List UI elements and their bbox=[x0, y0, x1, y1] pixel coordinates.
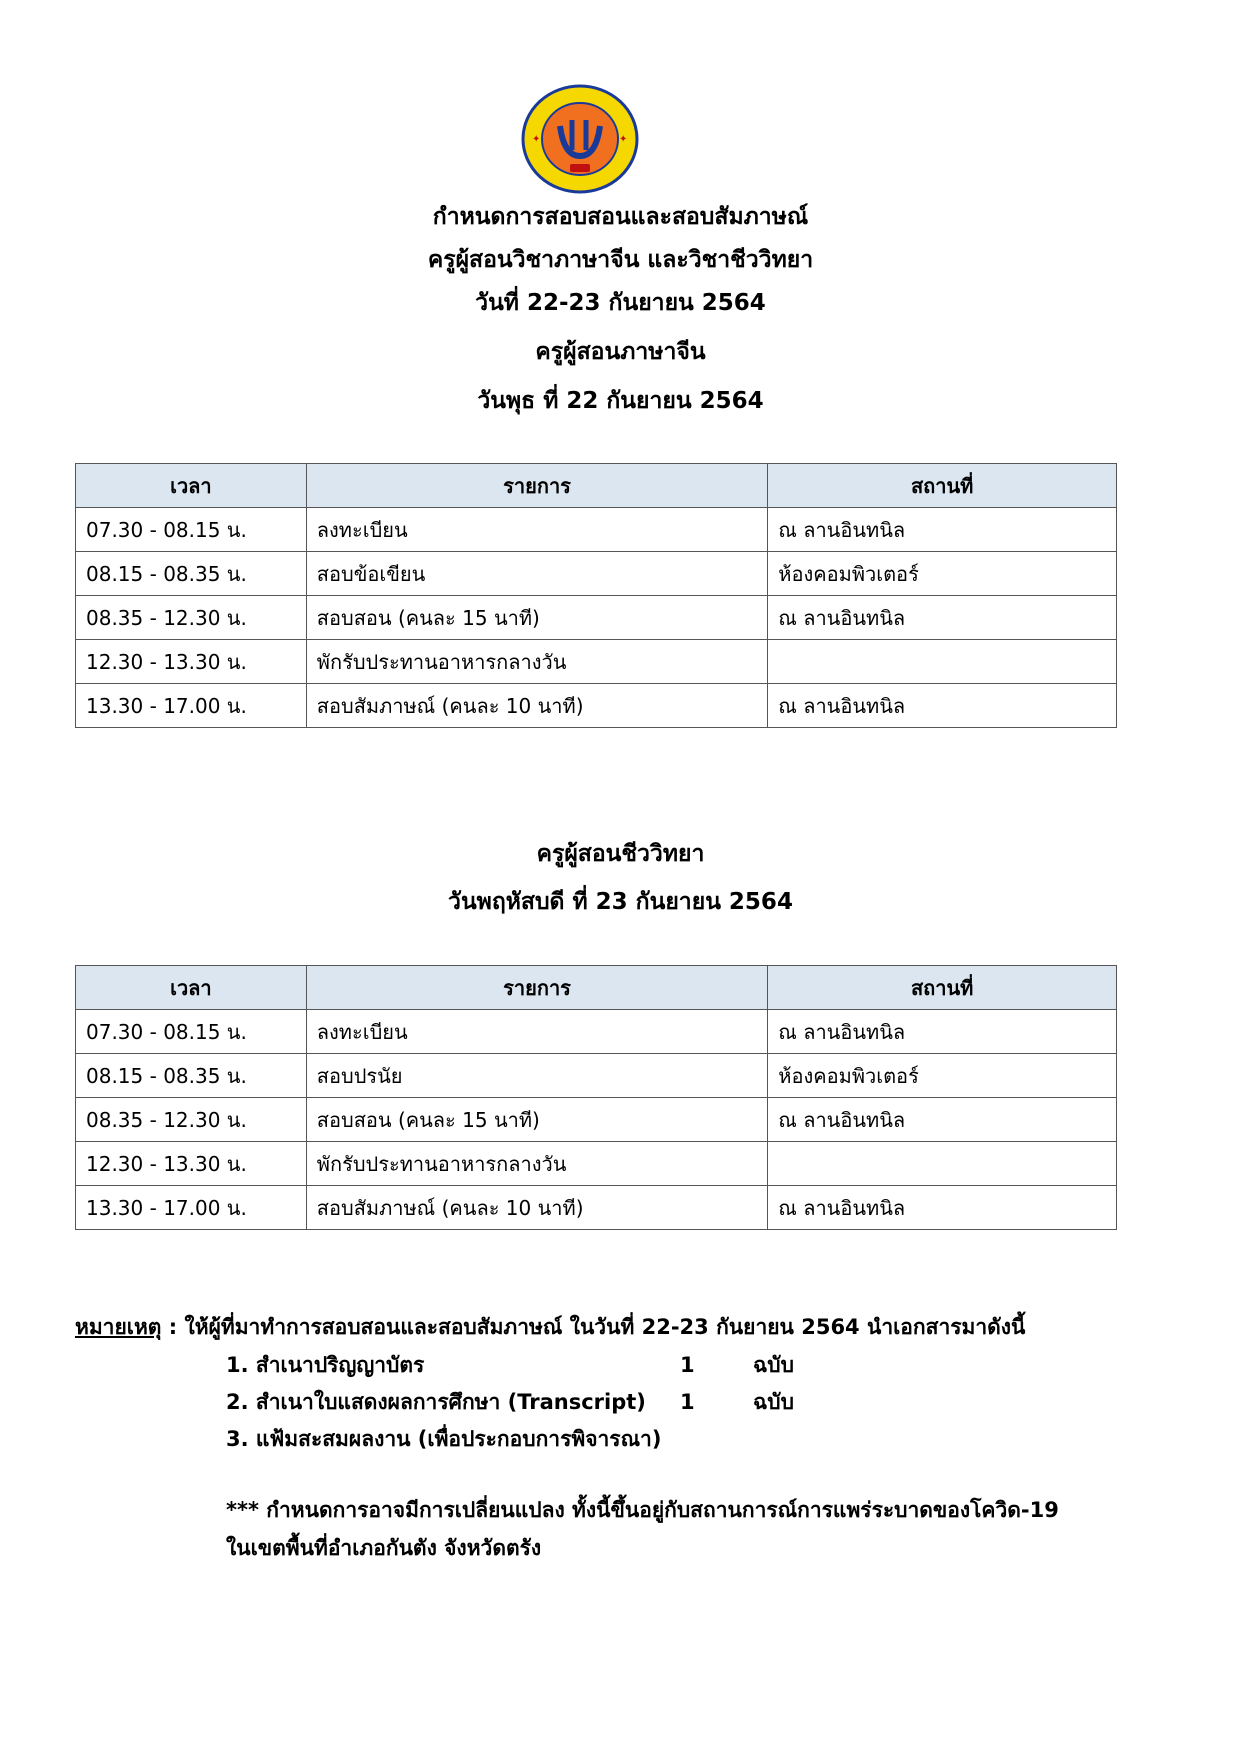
remark-line: *** กำหนดการอาจมีการเปลี่ยนแปลง ทั้งนี้ขึ้นอยู่กับสถานการณ์การแพร่ระบาดของโควิด-19 bbox=[226, 1498, 1059, 1522]
cell-time: 07.30 - 08.15 น. bbox=[76, 508, 307, 552]
table-header-row bbox=[76, 464, 1117, 508]
required-document-qty: 1 bbox=[680, 1390, 695, 1414]
cell-item: ลงทะเบียน bbox=[306, 508, 768, 552]
column-header-time: เวลา bbox=[76, 966, 307, 1010]
column-header-item: รายการ bbox=[306, 966, 768, 1010]
cell-item: พักรับประทานอาหารกลางวัน bbox=[306, 640, 768, 684]
note-text: : ให้ผู้ที่มาทำการสอบสอนและสอบสัมภาษณ์ ในวันที่ 22-23 กันยายน 2564 นำเอกสารมาดังนี้ bbox=[161, 1315, 1026, 1339]
cell-time: 13.30 - 17.00 น. bbox=[76, 1186, 307, 1230]
svg-text:✦: ✦ bbox=[619, 134, 628, 145]
table-row bbox=[76, 1186, 1117, 1230]
cell-place bbox=[768, 640, 1117, 684]
cell-place: ห้องคอมพิวเตอร์ bbox=[768, 552, 1117, 596]
table-header-row bbox=[76, 966, 1117, 1010]
required-document-item: 3. แฟ้มสะสมผลงาน (เพื่อประกอบการพิจารณา) bbox=[226, 1427, 662, 1451]
table-row bbox=[76, 684, 1117, 728]
table-row bbox=[76, 1010, 1117, 1054]
cell-item: สอบข้อเขียน bbox=[306, 552, 768, 596]
cell-place: ณ ลานอินทนิล bbox=[768, 1010, 1117, 1054]
cell-place: ณ ลานอินทนิล bbox=[768, 596, 1117, 640]
section1-title: ครูผู้สอนภาษาจีน bbox=[535, 339, 706, 365]
cell-time: 07.30 - 08.15 น. bbox=[76, 1010, 307, 1054]
required-document-item: 1. สำเนาปริญญาบัตร bbox=[226, 1353, 425, 1377]
required-document-unit: ฉบับ bbox=[753, 1353, 794, 1377]
cell-item: พักรับประทานอาหารกลางวัน bbox=[306, 1142, 768, 1186]
cell-item: สอบปรนัย bbox=[306, 1054, 768, 1098]
cell-time: 12.30 - 13.30 น. bbox=[76, 640, 307, 684]
svg-text:✦: ✦ bbox=[532, 134, 541, 145]
cell-item: สอบสอน (คนละ 15 นาที) bbox=[306, 596, 768, 640]
cell-time: 08.15 - 08.35 น. bbox=[76, 1054, 307, 1098]
table-row bbox=[76, 508, 1117, 552]
cell-item: ลงทะเบียน bbox=[306, 1010, 768, 1054]
document-subtitle: ครูผู้สอนวิชาภาษาจีน และวิชาชีววิทยา bbox=[427, 247, 814, 273]
required-document-unit: ฉบับ bbox=[753, 1390, 794, 1414]
cell-place: ณ ลานอินทนิล bbox=[768, 1186, 1117, 1230]
cell-place: ณ ลานอินทนิล bbox=[768, 1098, 1117, 1142]
table-row bbox=[76, 596, 1117, 640]
document-title: กำหนดการสอบสอนและสอบสัมภาษณ์ bbox=[432, 204, 809, 230]
section2-schedule-table bbox=[75, 965, 1117, 1230]
required-document-qty: 1 bbox=[680, 1353, 695, 1377]
column-header-time: เวลา bbox=[76, 464, 307, 508]
table-row bbox=[76, 640, 1117, 684]
cell-item: สอบสอน (คนละ 15 นาที) bbox=[306, 1098, 768, 1142]
cell-item: สอบสัมภาษณ์ (คนละ 10 นาที) bbox=[306, 1186, 768, 1230]
note-paragraph bbox=[75, 1312, 1025, 1342]
cell-time: 13.30 - 17.00 น. bbox=[76, 684, 307, 728]
table-row bbox=[76, 1098, 1117, 1142]
section2-title: ครูผู้สอนชีววิทยา bbox=[536, 841, 705, 867]
cell-item: สอบสัมภาษณ์ (คนละ 10 นาที) bbox=[306, 684, 768, 728]
cell-time: 08.35 - 12.30 น. bbox=[76, 1098, 307, 1142]
cell-place: ณ ลานอินทนิล bbox=[768, 684, 1117, 728]
school-logo bbox=[520, 84, 640, 194]
cell-place bbox=[768, 1142, 1117, 1186]
column-header-item: รายการ bbox=[306, 464, 768, 508]
section1-date: วันพุธ ที่ 22 กันยายน 2564 bbox=[477, 388, 764, 414]
required-document-item: 2. สำเนาใบแสดงผลการศึกษา (Transcript) bbox=[226, 1390, 646, 1414]
cell-place: ห้องคอมพิวเตอร์ bbox=[768, 1054, 1117, 1098]
cell-time: 08.35 - 12.30 น. bbox=[76, 596, 307, 640]
remark-line: ในเขตพื้นที่อำเภอกันตัง จังหวัดตรัง bbox=[226, 1536, 542, 1560]
cell-time: 08.15 - 08.35 น. bbox=[76, 552, 307, 596]
section2-date: วันพฤหัสบดี ที่ 23 กันยายน 2564 bbox=[448, 889, 793, 915]
column-header-place: สถานที่ bbox=[768, 464, 1117, 508]
cell-time: 12.30 - 13.30 น. bbox=[76, 1142, 307, 1186]
document-date-range: วันที่ 22-23 กันยายน 2564 bbox=[475, 290, 766, 316]
table-row bbox=[76, 1142, 1117, 1186]
table-row bbox=[76, 552, 1117, 596]
note-label: หมายเหตุ bbox=[75, 1315, 162, 1339]
column-header-place: สถานที่ bbox=[768, 966, 1117, 1010]
cell-place: ณ ลานอินทนิล bbox=[768, 508, 1117, 552]
table-row bbox=[76, 1054, 1117, 1098]
section1-schedule-table bbox=[75, 463, 1117, 728]
